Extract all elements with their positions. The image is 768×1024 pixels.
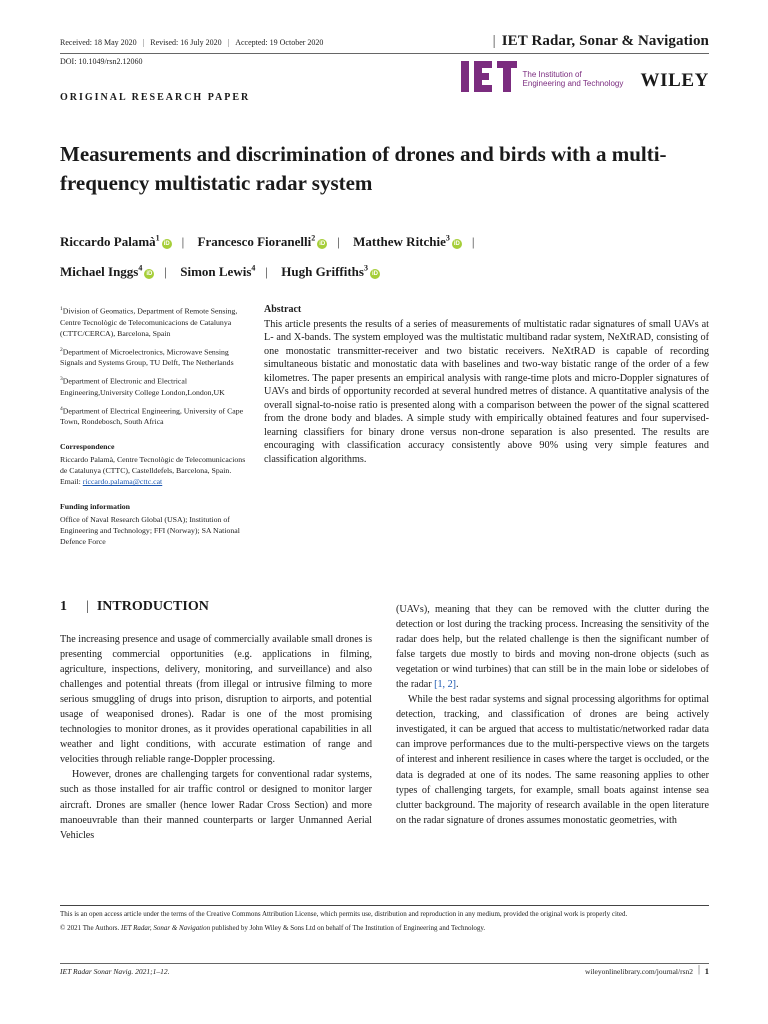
correspondence-heading: Correspondence bbox=[60, 442, 115, 452]
orcid-icon[interactable]: iD bbox=[371, 270, 378, 277]
page-number: 1 bbox=[704, 966, 709, 976]
correspondence-text: Riccardo Palamà, Centre Tecnològic de Telecomunicacions de Catalunya (CTTC), Castelldefels, Barcelona, Spain. bbox=[60, 455, 246, 476]
reference-link[interactable]: [1, 2] bbox=[434, 679, 456, 691]
orcid-icon[interactable]: iD bbox=[163, 241, 170, 248]
funding-text: Office of Naval Research Global (USA); Institution of Engineering and Technology; FFI (Norway); SA National Defence Force bbox=[60, 515, 240, 547]
revised-date: Revised: 16 July 2020 bbox=[150, 38, 222, 47]
author: Francesco Fioranelli$^2$iD bbox=[197, 234, 326, 250]
metadata-column bbox=[60, 304, 248, 547]
journal-name: IET Radar, Sonar & Navigation bbox=[501, 33, 709, 49]
affiliation: $^1$Division of Geomatics, Department of Remote Sensing, Centre Tecnològic de Telecomunicacions de Catalunya (CTTC/CERCA), Barcelona, Spain bbox=[60, 306, 238, 338]
iet-logo-icon bbox=[461, 61, 517, 92]
paragraph: However, drones are challenging targets for conventional radar systems, such as those installed for air traffic control or designed to monitor larger aircraft. Drones are smaller (hence lower Radar Cross Section) and more manoeuvrable than their manned counterparts or larger Unmanned Aerial Vehicles bbox=[60, 769, 372, 841]
paragraph: The increasing presence and usage of commercially available small drones is presenting commercial opportunities (e.g. applications in filming, agriculture, inspections, delivery, monitoring, and surveillance) and also challenges and potential threats (from illegal or intrusive filming to more serious smuggling of drugs into prison, disruption to airports, and potential usage of weaponised drones). Radar is one of the most promising technologies to monitor drones, as it provides operational capabilities in all weather and light conditions, with accurate estimation of range and velocities through reliable range-Doppler processing. bbox=[60, 634, 372, 766]
body-column-left bbox=[60, 632, 372, 843]
iet-name: The Institution of Engineering and Technology bbox=[522, 69, 624, 88]
email-link[interactable]: riccardo.palama@cttc.cat bbox=[82, 477, 163, 487]
paragraph: (UAVs), meaning that they can be removed with the clutter during the detection or lost during the tracking process. Increasing the sensitivity of the radar does help, but the related challenge is then the significant number of false targets due mostly to birds and moving non-drone objects (such as vegetation or wind turbines) that can still be in the main lobe or sidelobes of the radar [1, 2]. bbox=[396, 604, 709, 691]
publisher-logos bbox=[461, 59, 709, 93]
abstract-heading: Abstract bbox=[264, 304, 302, 315]
accepted-date: Accepted: 19 October 2020 bbox=[235, 38, 324, 47]
affiliation: $^3$Department of Electronic and Electrical Engineering,University College London,London,UK bbox=[60, 376, 225, 397]
paper-title: Measurements and discrimination of drones and birds with a multi-frequency multistatic radar system bbox=[60, 142, 667, 195]
footnote-rule bbox=[60, 905, 709, 906]
license-footnote bbox=[60, 909, 710, 937]
affiliation: $^4$Department of Electrical Engineering, University of Cape Town, Rondebosch, South Africa bbox=[60, 405, 244, 427]
author: Michael Inggs$^4$iD bbox=[60, 263, 153, 279]
author: Matthew Ritchie$^3$iD bbox=[353, 234, 460, 250]
paper-type: ORIGINAL RESEARCH PAPER bbox=[60, 92, 251, 103]
doi[interactable]: DOI: 10.1049/rsn2.12060 bbox=[60, 57, 143, 66]
copyright-text: © 2021 The Authors. IET Radar, Sonar & Navigation published by John Wiley & Sons Ltd on behalf of The Institution of Engineering and Technology. bbox=[60, 924, 486, 932]
funding-heading: Funding information bbox=[60, 502, 130, 512]
orcid-icon[interactable]: iD bbox=[319, 241, 326, 248]
received-date: Received: 18 May 2020 bbox=[60, 38, 137, 47]
abstract-text: This article presents the results of a series of measurements of multistatic radar signatures of small UAVs at L- and X-bands. The system employed was the multistatic multiband radar system, NeXtRAD, consisting of one monostatic transmitter-receiver and two bistatic receivers. NeXtRAD is capable of recording simultaneous bistatic and monostatic data with baselines and two-way bistatic range of the order of a few kilometres. The paper presents an empirical analysis with range-time plots and micro-Doppler signatures of UAVs and birds of opportunity recorded at several hundred metres of distance. A quantitative analysis of the overall signal-to-noise ratio is presented along with a comparison between the power of the signal scattered from the drone body and blades. A simple study with empirically obtained features and four supervised-learning classifiers for binary drone versus non-drone separation is also presented. The results are encouraging with classification accuracy consistently above 90% using very simple features and classification algorithms. bbox=[264, 318, 709, 465]
orcid-icon[interactable]: iD bbox=[146, 270, 153, 277]
abstract bbox=[264, 303, 709, 466]
article-dates: Received: 18 May 2020 | Revised: 16 July 2020 | Accepted: 19 October 2020 bbox=[60, 38, 324, 47]
correspondence-email-line: Email: riccardo.palama@cttc.cat bbox=[60, 477, 163, 487]
citation: IET Radar Sonar Navig. 2021;1–12. bbox=[60, 967, 170, 976]
footer-rule bbox=[60, 963, 709, 964]
orcid-icon[interactable]: iD bbox=[453, 241, 460, 248]
wiley-logo: WILEY bbox=[640, 70, 709, 91]
affiliation: $^2$Department of Microelectronics, Microwave Sensing Signals and Systems Group, TU Delft, The Netherlands bbox=[60, 346, 234, 368]
body-column-right bbox=[396, 602, 709, 828]
author: Riccardo Palamà$^1$iD bbox=[60, 234, 170, 250]
journal-url[interactable]: wileyonlinelibrary.com/journal/rsn2 bbox=[584, 967, 693, 976]
paragraph: While the best radar systems and signal processing algorithms for optimal detection, tracking, and classification of drones are being actively investigated, it can be argued that access to multistatic/networked radar data can improve performances due to the multi-perspective views on the targets of interest and inherent resilience in cases where the target is occluded, or the data is degraded at one of its nodes. The same reasoning applies to other types of challenging targets, for example, small boats against intense sea clutter background. The majority of research available in the open literature on the radar signature of drones assumes monostatic geometries, with bbox=[396, 694, 709, 826]
license-text: This is an open access article under the terms of the Creative Commons Attribution License, which permits use, distribution and reproduction in any medium, provided the original work is properly cited. bbox=[60, 910, 628, 918]
header-rule bbox=[60, 53, 709, 54]
journal-name-header: | IET Radar, Sonar & Navigation bbox=[492, 33, 709, 49]
section-heading: 1 | INTRODUCTION bbox=[60, 599, 209, 614]
author: Hugh Griffiths$^3$iD bbox=[281, 263, 378, 279]
author-list: Riccardo Palamà$^1$iD | Francesco Fioranelli$^2$iD | Matthew Ritchie$^3$iD | Michael Inggs$^4$iD | Simon Lewis$^4$ | Hugh Griffiths$^3$iD bbox=[60, 234, 475, 279]
author: Simon Lewis$^4$ bbox=[180, 263, 256, 279]
footer-divider: | bbox=[697, 964, 700, 975]
